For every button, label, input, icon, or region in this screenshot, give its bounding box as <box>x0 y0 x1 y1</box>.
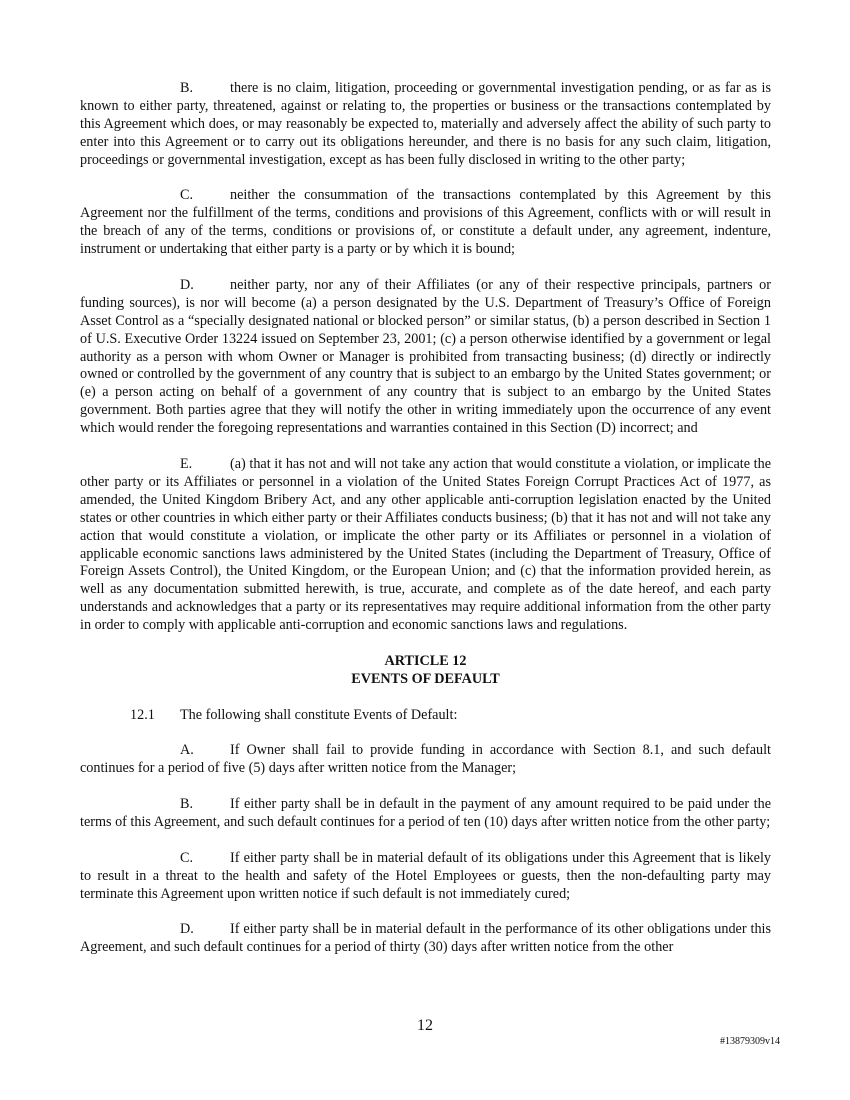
clause-text: neither party, nor any of their Affiliates (or any of their respective principals, partners or funding sources), is nor will become (a) a person designated by the U.S. Department of Treasury’s Office of Foreign Asset Control as a “specially designated national or blocked person” or similar status, (b) a person described in Section 1 of U.S. Executive Order 13224 issued on September 23, 2001; (c) a person otherwise identified by a government or legal authority as a person with whom Owner or Manager is prohibited from transacting business; (d) directly or indirectly owned or controlled by the government of any country that is subject to an embargo by the United States government; or (e) a person acting on behalf of a government of any country that is subject to an embargo by the United States government. Both parties agree that they will notify the other in writing immediately upon the occurrence of any event which would render the foregoing representations and warranties contained in this Section (D) incorrect; and <box>80 276 771 437</box>
clause-text: (a) that it has not and will not take any action that would constitute a violation, or implicate the other party or its Affiliates or personnel in a violation of the United States Foreign Corrupt Practices Act of 1977, as amended, the United Kingdom Bribery Act, and any other applicable anti-corruption legislation enacted by the United states or other countries in which either party or their Affiliates conducts business; (b) that it has not and will not take any action that would constitute a violation, or implicate the other party or its Affiliates or personnel in a violation of applicable economic sanctions laws administered by the United States (including the Department of Treasury, Office of Foreign Assets Control), the United Kingdom, or the European Union; and (c) that the information provided herein, as well as any documentation submitted herewith, is true, accurate, and complete as of the date hereof, and each party understands and acknowledges that a party or its representatives may require additional information from the other party in order to comply with applicable anti-corruption and economic sanctions laws and regulations. <box>80 455 771 634</box>
clause-label: C. <box>180 187 194 204</box>
clause-label: C. <box>180 849 194 866</box>
clause-text: If either party shall be in default in the payment of any amount required to be paid under the terms of this Agreement, and such default continues for a period of ten (10) days after written notice from the other party; <box>80 796 771 831</box>
article-heading <box>80 653 771 689</box>
clause-text: there is no claim, litigation, proceeding or governmental investigation pending, or as far as is known to either party, threatened, against or relating to, the properties or business or the transactions contemplated by this Agreement which does, or may reasonably be expected to, materially and adversely affect the ability of such party to enter into this Agreement or to carry out its obligations hereunder, and there is no basis for any such claim, litigation, proceedings or governmental investigation, except as has been fully disclosed in writing to the other party; <box>80 80 771 168</box>
clause-label: B. <box>180 80 194 96</box>
default-d <box>80 921 771 957</box>
section-text: The following shall constitute Events of Default: <box>180 706 458 723</box>
clause-c <box>80 187 771 259</box>
default-b <box>80 796 771 832</box>
page-number: 12 <box>417 1017 433 1034</box>
default-c <box>80 850 771 904</box>
clause-b <box>80 80 771 170</box>
clause-text: neither the consummation of the transactions contemplated by this Agreement by this Agreement nor the fulfillment of the terms, conditions and provisions of this Agreement, conflicts with or will result in the breach of any of the terms, conditions or provisions of, or constitute a default under, any agreement, indenture, instrument or undertaking that either party is a party or by which it is bound; <box>80 187 771 258</box>
default-a <box>80 742 771 778</box>
clause-d <box>80 277 771 438</box>
clause-label: B. <box>180 796 194 813</box>
section-12-1 <box>80 707 771 725</box>
section-number: 12.1 <box>130 706 155 723</box>
clause-label: D. <box>180 276 194 293</box>
clause-text: If Owner shall fail to provide funding in accordance with Section 8.1, and such default continues for a period of five (5) days after written notice from the Manager; <box>80 742 771 777</box>
clause-text: If either party shall be in material default of its obligations under this Agreement that is likely to result in a threat to the health and safety of the Hotel Employees or guests, then the non-defaulting party may terminate this Agreement upon written notice if such default is not immediately cured; <box>80 849 771 902</box>
article-number: ARTICLE 12 <box>384 652 467 669</box>
clause-text: If either party shall be in material default in the performance of its other obligations under this Agreement, and such default continues for a period of thirty (30) days after written notice from the other <box>80 921 771 956</box>
document-page <box>80 80 771 975</box>
clause-label: A. <box>180 742 194 759</box>
document-id: #13879309v14 <box>720 1036 780 1047</box>
clause-label: D. <box>180 921 194 938</box>
clause-label: E. <box>180 455 193 472</box>
clause-e <box>80 456 771 635</box>
article-title: EVENTS OF DEFAULT <box>351 670 500 687</box>
